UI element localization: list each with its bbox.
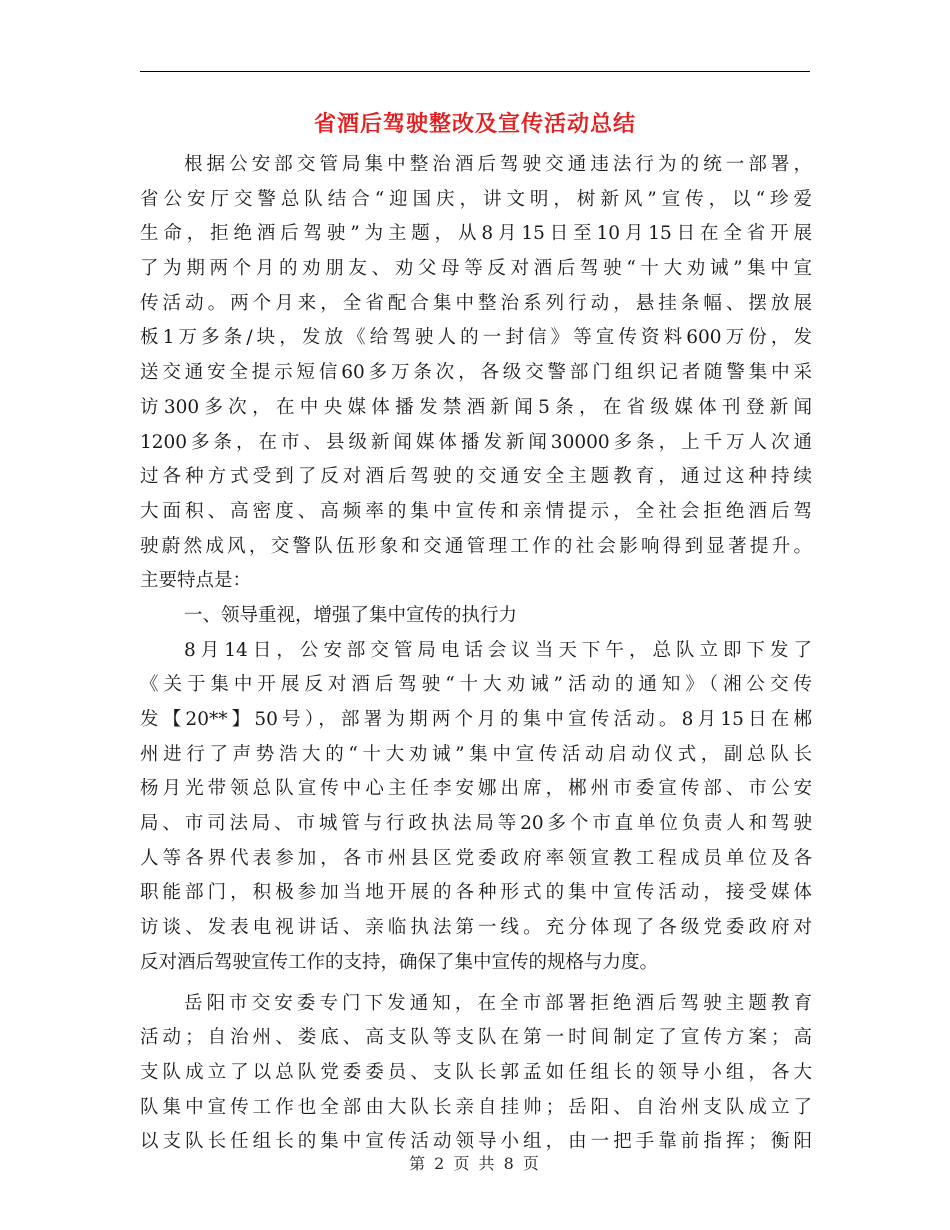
document-body [140,148,812,1160]
body-line: 杨月光带领总队宣传中心主任李安娜出席，郴州市委宣传部、市公安 [140,778,812,800]
body-line: 传活动。两个月来，全省配合集中整治系列行动，悬挂条幅、摆放展 [140,292,812,314]
body-line: 支队成立了以总队党委委员、支队长郭孟如任组长的领导小组，各大 [140,1061,812,1083]
body-line: 活动；自治州、娄底、高支队等支队在第一时间制定了宣传方案；高 [140,1027,812,1049]
body-line: 局、市司法局、市城管与行政执法局等20多个市直单位负责人和驾驶 [140,813,812,835]
body-line: 8月14日，公安部交管局电话会议当天下午，总队立即下发了 [184,639,812,661]
body-line: 了为期两个月的劝朋友、劝父母等反对酒后驾驶“十大劝诫”集中宣 [140,258,812,280]
body-line: 访300多次，在中央媒体播发禁酒新闻5条，在省级媒体刊登新闻 [140,396,812,418]
body-line: 根据公安部交管局集中整治酒后驾驶交通违法行为的统一部署， [184,154,812,175]
body-line: 过各种方式受到了反对酒后驾驶的交通安全主题教育，通过这种持续 [140,466,812,488]
body-line: 省公安厅交警总队结合“迎国庆，讲文明，树新风”宣传，以“珍爱 [140,188,812,210]
body-line: 《关于集中开展反对酒后驾驶“十大劝诫”活动的通知》（湘公交传 [140,674,812,696]
body-line: 送交通安全提示短信60多万条次，各级交警部门组织记者随警集中采 [140,362,812,384]
section-heading: 一、领导重视，增强了集中宣传的执行力 [184,604,518,626]
body-line: 岳阳市交安委专门下发通知，在全市部署拒绝酒后驾驶主题教育 [184,992,812,1014]
header-rule [140,71,810,72]
body-line: 大面积、高密度、高频率的集中宣传和亲情提示，全社会拒绝酒后驾 [140,500,812,522]
body-line: 职能部门，积极参加当地开展的各种形式的集中宣传活动，接受媒体 [140,882,812,904]
body-line: 队集中宣传工作也全部由大队长亲自挂帅；岳阳、自治州支队成立了 [140,1096,812,1118]
document-title: 省酒后驾驶整改及宣传活动总结 [313,111,636,137]
body-line: 人等各界代表参加，各市州县区党委政府率领宣教工程成员单位及各 [140,847,812,869]
page-number: 第 2 页 共 8 页 [409,1154,541,1173]
body-line: 主要特点是： [140,570,252,592]
body-line: 发【20**】50号），部署为期两个月的集中宣传活动。8月15日在郴 [140,709,812,730]
body-line: 驶蔚然成风，交警队伍形象和交通管理工作的社会影响得到显著提升。 [140,535,812,557]
body-line: 1200多条，在市、县级新闻媒体播发新闻30000多条，上千万人次通 [140,431,812,453]
body-line: 生命，拒绝酒后驾驶”为主题，从8月15日至10月15日在全省开展 [140,223,812,245]
body-line: 反对酒后驾驶宣传工作的支持，确保了集中宣传的规格与力度。 [140,951,659,973]
body-line: 访谈、发表电视讲话、亲临执法第一线。充分体现了各级党委政府对 [140,917,812,939]
body-line: 州进行了声势浩大的“十大劝诫”集中宣传活动启动仪式，副总队长 [140,743,812,765]
body-line: 板1万多条/块，发放《给驾驶人的一封信》等宣传资料600万份，发 [140,327,812,349]
body-line: 以支队长任组长的集中宣传活动领导小组，由一把手靠前指挥；衡阳 [140,1131,812,1153]
